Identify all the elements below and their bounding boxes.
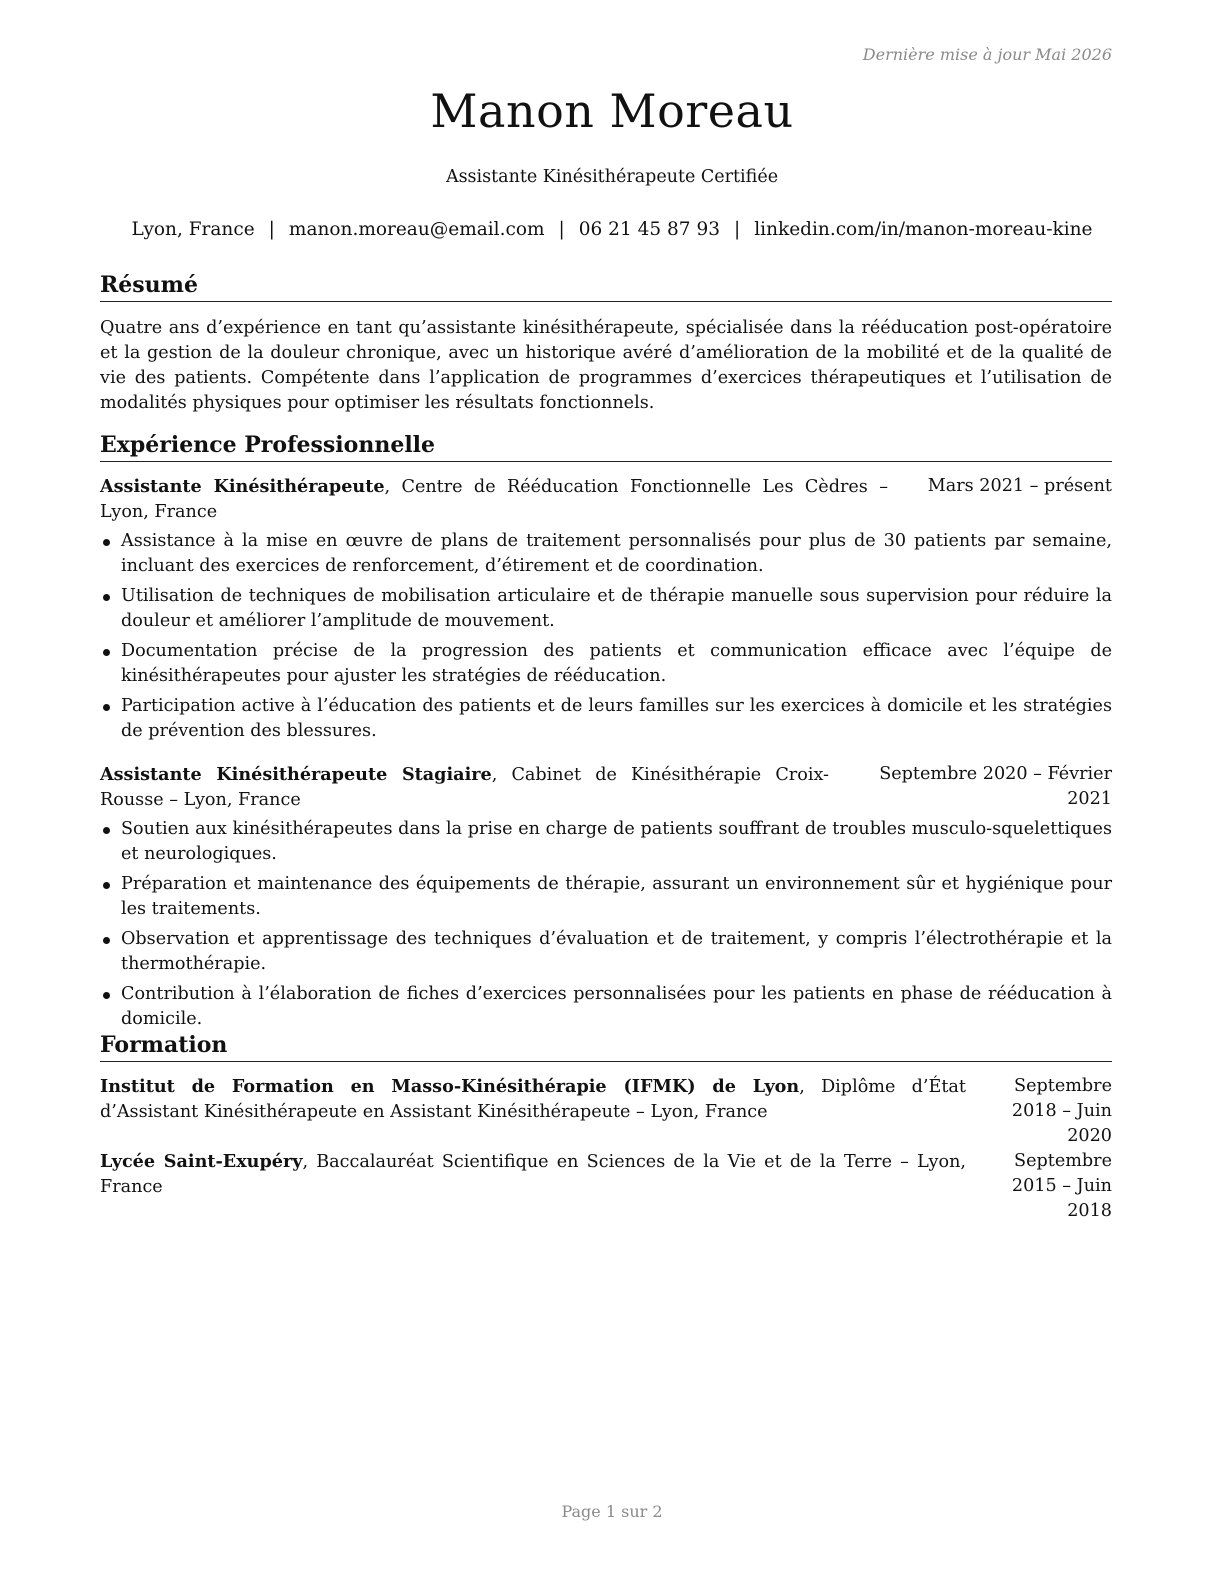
list-item: Assistance à la mise en œuvre de plans de traitement personnalisés pour plus de 30 patients par semaine, incluant des exercices de renforcement, d’étirement et de coordination. bbox=[100, 529, 1112, 579]
contact-line bbox=[0, 219, 1224, 240]
contact-separator: | bbox=[558, 219, 565, 240]
contact-separator: | bbox=[268, 219, 275, 240]
education-entry bbox=[100, 1149, 1112, 1221]
job-entry bbox=[100, 474, 1112, 744]
page-number: Page 1 sur 2 bbox=[561, 1502, 663, 1521]
contact-phone: 06 21 45 87 93 bbox=[578, 219, 720, 240]
job-bullets bbox=[100, 529, 1112, 744]
education-date: Septembre 2015 – Juin 2018 bbox=[972, 1149, 1112, 1224]
job-organization: , Cabinet de Kinésithérapie Croix-Rousse – Lyon, France bbox=[100, 765, 829, 810]
list-item: Préparation et maintenance des équipements de thérapie, assurant un environnement sûr et hygiénique pour les traitements. bbox=[100, 872, 1112, 922]
job-date: Mars 2021 – présent bbox=[928, 474, 1112, 499]
experience-section bbox=[100, 431, 1112, 1037]
summary-heading: Résumé bbox=[100, 271, 1112, 302]
candidate-subtitle: Assistante Kinésithérapeute Certifiée bbox=[445, 167, 779, 187]
education-detail: , Diplôme d’État d’Assistant Kinésithérapeute en Assistant Kinésithérapeute – Lyon, France bbox=[100, 1077, 966, 1122]
contact-linkedin[interactable]: linkedin.com/in/manon-moreau-kine bbox=[754, 219, 1093, 240]
job-title: Assistante Kinésithérapeute bbox=[100, 476, 385, 497]
contact-separator: | bbox=[734, 219, 741, 240]
summary-text: Quatre ans d’expérience en tant qu’assistante kinésithérapeute, spécialisée dans la rééducation post-opératoire et la gestion de la douleur chronique, avec un historique avéré d’amélioration de la mobilité et de la qualité de vie des patients. Compétente dans l’application de programmes d’exercices thérapeutiques et l’utilisation de modalités physiques pour optimiser les résultats fonctionnels. bbox=[100, 318, 1112, 413]
list-item: Soutien aux kinésithérapeutes dans la prise en charge de patients souffrant de troubles musculo-squelettiques et neurologiques. bbox=[100, 817, 1112, 867]
education-header bbox=[100, 1074, 1112, 1146]
contact-location: Lyon, France bbox=[131, 219, 255, 240]
experience-heading: Expérience Professionnelle bbox=[100, 431, 1112, 462]
education-entry bbox=[100, 1074, 1112, 1146]
education-section bbox=[100, 1031, 1112, 1221]
education-title-line bbox=[100, 1074, 1112, 1125]
education-header bbox=[100, 1149, 1112, 1221]
list-item: Utilisation de techniques de mobilisation articulaire et de thérapie manuelle sous supervision pour réduire la douleur et améliorer l’amplitude de mouvement. bbox=[100, 584, 1112, 634]
list-item: Participation active à l’éducation des patients et de leurs familles sur les exercices à domicile et les stratégies de prévention des blessures. bbox=[100, 694, 1112, 744]
candidate-name: Manon Moreau bbox=[430, 84, 794, 138]
list-item: Contribution à l’élaboration de fiches d’exercices personnalisées pour les patients en phase de rééducation à domicile. bbox=[100, 982, 1112, 1032]
education-date: Septembre 2018 – Juin 2020 bbox=[972, 1074, 1112, 1149]
job-organization: , Centre de Rééducation Fonctionnelle Les Cèdres – Lyon, France bbox=[100, 477, 888, 522]
summary-section bbox=[100, 271, 1112, 416]
list-item: Documentation précise de la progression des patients et communication efficace avec l’équipe de kinésithérapeutes pour ajuster les stratégies de rééducation. bbox=[100, 639, 1112, 689]
list-item: Observation et apprentissage des techniques d’évaluation et de traitement, y compris l’électrothérapie et la thermothérapie. bbox=[100, 927, 1112, 977]
job-title: Assistante Kinésithérapeute Stagiaire bbox=[100, 764, 492, 785]
job-entry bbox=[100, 762, 1112, 1032]
education-school: Lycée Saint-Exupéry bbox=[100, 1151, 303, 1172]
last-updated: Dernière mise à jour Mai 2026 bbox=[862, 45, 1112, 64]
job-header bbox=[100, 762, 1112, 813]
education-school: Institut de Formation en Masso-Kinésithérapie (IFMK) de Lyon bbox=[100, 1076, 800, 1097]
contact-email[interactable]: manon.moreau@email.com bbox=[288, 219, 545, 240]
education-detail: , Baccalauréat Scientifique en Sciences de la Vie et de la Terre – Lyon, France bbox=[100, 1152, 966, 1197]
job-date: Septembre 2020 – Février 2021 bbox=[832, 762, 1112, 812]
job-header bbox=[100, 474, 1112, 525]
education-heading: Formation bbox=[100, 1031, 1112, 1062]
education-title-line bbox=[100, 1149, 1112, 1200]
job-bullets bbox=[100, 817, 1112, 1032]
